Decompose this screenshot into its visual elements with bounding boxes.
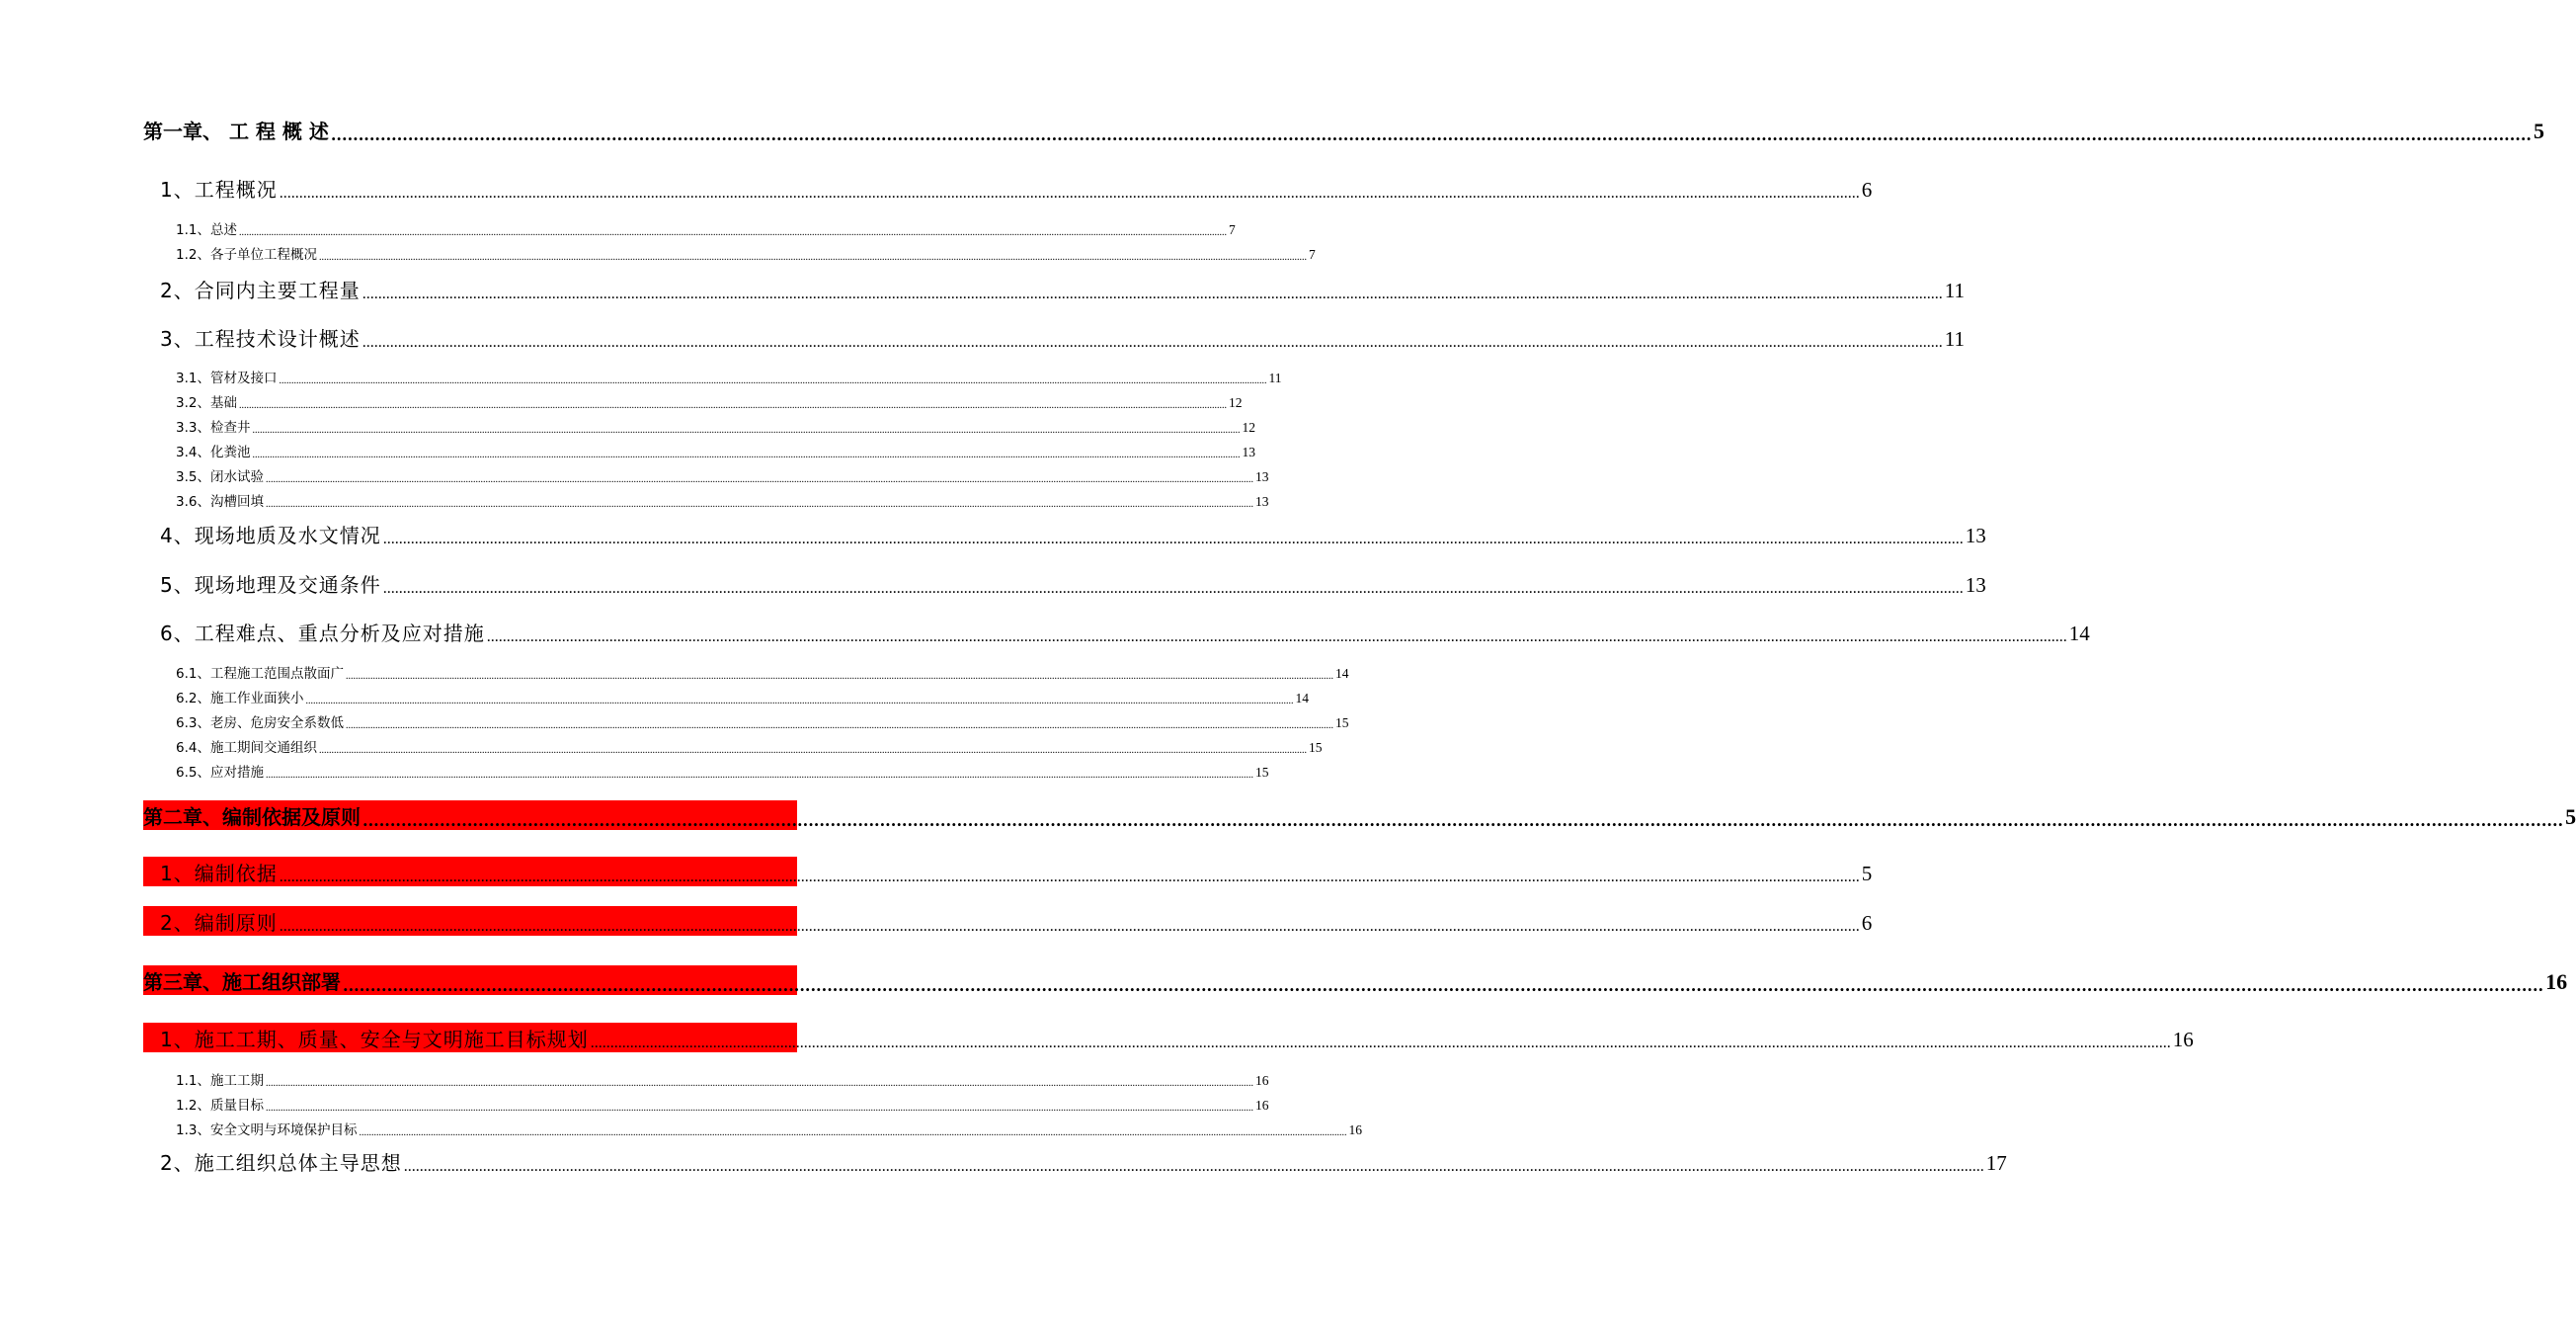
toc-entry-chapter[interactable] — [143, 800, 2576, 830]
toc-leader-dots: ................................................................................................................................................................................................................................................................................................................................................................................................................ — [252, 425, 1241, 436]
toc-entry-label: 1.1、总述 — [176, 222, 237, 238]
toc-leader-dots: ................................................................................................................................................................................................................................................................................................................................................................................................................ — [318, 745, 1307, 756]
toc-entry-label: 第三章、施工组织部署 — [143, 970, 341, 994]
toc-entry-sub[interactable] — [143, 465, 1269, 485]
toc-entry-label: 1.2、质量目标 — [176, 1098, 264, 1114]
toc-leader-dots: ................................................................................................................................................................................................................................................................................................................................................................................................................ — [279, 375, 1267, 386]
toc-entry-label: 2、施工组织总体主导思想 — [160, 1151, 402, 1175]
toc-leader-dots: ................................................................................................................................................................................................................................................................................................................................................................................................................ — [359, 1127, 1347, 1138]
toc-leader-dots: ................................................................................................................................................................................................................................................................................................................................................................................................................ — [265, 1103, 1253, 1114]
toc-leader-dots: ................................................................................................................................................................................................................................................................................................................................................................................................................ — [382, 531, 1964, 547]
toc-entry-label: 4、现场地质及水文情况 — [160, 524, 381, 547]
toc-leader-dots: ................................................................................................................................................................................................................................................................................................................................................................................................................ — [362, 286, 1943, 302]
toc-page-number: 11 — [1944, 279, 1965, 302]
toc-page-number: 5 — [2533, 119, 2544, 143]
toc-entry-label: 3.3、检查井 — [176, 420, 251, 436]
toc-entry-section[interactable] — [143, 173, 1873, 203]
toc-page-number: 6 — [1861, 911, 1873, 935]
toc-page-number: 14 — [1334, 666, 1349, 681]
toc-entry-label: 2、编制原则 — [160, 911, 278, 935]
toc-page-number: 7 — [1308, 247, 1316, 262]
toc-page-number: 5 — [1861, 862, 1873, 885]
toc-page-number: 6 — [1861, 178, 1873, 202]
toc-page-number: 16 — [1348, 1122, 1362, 1137]
toc-entry-section[interactable] — [143, 519, 1986, 548]
toc-entry-label: 1、编制依据 — [160, 862, 278, 885]
toc-entry-sub[interactable] — [143, 1069, 1269, 1089]
toc-page-number: 17 — [1985, 1151, 2007, 1175]
toc-page-number: 14 — [1295, 691, 1309, 706]
toc-entry-sub[interactable] — [143, 687, 1309, 706]
toc-page-number: 5 — [2565, 804, 2576, 829]
toc-entry-sub[interactable] — [143, 441, 1255, 460]
toc-entry-label: 6.1、工程施工范围点散面广 — [176, 666, 344, 682]
toc-entry-label: 5、现场地理及交通条件 — [160, 573, 381, 597]
toc-leader-dots: ................................................................................................................................................................................................................................................................................................................................................................................................................ — [382, 580, 1964, 597]
toc-page-number: 14 — [2068, 622, 2090, 645]
toc-page-number: 13 — [1965, 573, 1986, 597]
toc-entry-label: 6.2、施工作业面狭小 — [176, 691, 304, 706]
toc-entry-chapter[interactable] — [143, 115, 2544, 144]
toc-entry-label: 6.3、老房、危房安全系数低 — [176, 715, 344, 731]
toc-entry-label: 1.2、各子单位工程概况 — [176, 247, 317, 263]
toc-page-number: 16 — [2172, 1028, 2194, 1051]
toc-entry-section[interactable] — [143, 906, 1873, 936]
toc-page-number: 13 — [1965, 524, 1986, 547]
toc-entry-sub[interactable] — [143, 416, 1255, 436]
toc-entry-label: 2、合同内主要工程量 — [160, 279, 361, 302]
toc-page-number: 16 — [1254, 1098, 1269, 1113]
toc-entry-section[interactable] — [143, 1146, 2007, 1176]
toc-leader-dots: ................................................................................................................................................................................................................................................................................................................................................................................................................ — [279, 185, 1860, 202]
toc-entry-sub[interactable] — [143, 243, 1316, 263]
toc-leader-dots: ................................................................................................................................................................................................................................................................................................................................................................................................................ — [265, 770, 1253, 781]
toc-page-number: 13 — [1242, 445, 1255, 459]
toc-entry-sub[interactable] — [143, 1094, 1269, 1114]
toc-entry-label: 3、工程技术设计概述 — [160, 327, 361, 351]
toc-entry-section[interactable] — [143, 568, 1986, 598]
toc-page-number: 13 — [1254, 469, 1269, 484]
toc-entry-label: 6、工程难点、重点分析及应对措施 — [160, 622, 485, 645]
toc-entry-sub[interactable] — [143, 662, 1349, 682]
toc-entry-label: 1、施工工期、质量、安全与文明施工目标规划 — [160, 1028, 589, 1051]
toc-page-number: 16 — [2545, 969, 2568, 994]
toc-leader-dots: ................................................................................................................................................................................................................................................................................................................................................................................................................ — [345, 671, 1333, 682]
toc-page-number: 13 — [1254, 494, 1269, 509]
toc-leader-dots: ................................................................................................................................................................................................................................................................................................................................................................................................................ — [362, 811, 2564, 830]
toc-entry-label: 1、工程概况 — [160, 178, 278, 202]
toc-leader-dots: ................................................................................................................................................................................................................................................................................................................................................................................................................ — [265, 1078, 1253, 1089]
toc-leader-dots: ................................................................................................................................................................................................................................................................................................................................................................................................................ — [330, 125, 2532, 144]
toc-entry-label: 第一章、 工 程 概 述 — [143, 120, 329, 143]
toc-page-number: 15 — [1254, 765, 1269, 780]
toc-entry-sub[interactable] — [143, 736, 1323, 756]
toc-leader-dots: ................................................................................................................................................................................................................................................................................................................................................................................................................ — [590, 1035, 2171, 1051]
toc-page-number: 11 — [1944, 327, 1965, 351]
toc-leader-dots: ................................................................................................................................................................................................................................................................................................................................................................................................................ — [279, 869, 1860, 885]
toc-entry-label: 1.1、施工工期 — [176, 1073, 264, 1089]
toc-leader-dots: ................................................................................................................................................................................................................................................................................................................................................................................................................ — [403, 1158, 1984, 1175]
toc-entry-section[interactable] — [143, 274, 1965, 303]
toc-entry-label: 6.5、应对措施 — [176, 765, 264, 781]
toc-page-number: 16 — [1254, 1073, 1269, 1088]
toc-entry-label: 3.6、沟槽回填 — [176, 494, 264, 510]
toc-entry-section[interactable] — [143, 617, 2090, 646]
toc-leader-dots: ................................................................................................................................................................................................................................................................................................................................................................................................................ — [238, 227, 1227, 238]
toc-leader-dots: ................................................................................................................................................................................................................................................................................................................................................................................................................ — [305, 696, 1294, 706]
toc-page-number: 12 — [1242, 420, 1255, 435]
toc-page-number: 12 — [1228, 395, 1243, 410]
toc-page-number: 15 — [1334, 715, 1349, 730]
toc-page-number: 7 — [1228, 222, 1236, 237]
toc-entry-section[interactable] — [143, 1023, 2194, 1052]
toc-entry-section[interactable] — [143, 857, 1873, 886]
toc-entry-label: 3.4、化粪池 — [176, 445, 251, 460]
toc-leader-dots: ................................................................................................................................................................................................................................................................................................................................................................................................................ — [318, 252, 1307, 263]
toc-leader-dots: ................................................................................................................................................................................................................................................................................................................................................................................................................ — [238, 400, 1227, 411]
toc-page-number: 15 — [1308, 740, 1323, 755]
toc-leader-dots: ................................................................................................................................................................................................................................................................................................................................................................................................................ — [265, 474, 1253, 485]
toc-entry-label: 6.4、施工期间交通组织 — [176, 740, 317, 756]
toc-leader-dots: ................................................................................................................................................................................................................................................................................................................................................................................................................ — [486, 628, 2067, 645]
toc-entry-sub[interactable] — [143, 391, 1243, 411]
toc-leader-dots: ................................................................................................................................................................................................................................................................................................................................................................................................................ — [252, 450, 1241, 460]
toc-entry-label: 第二章、编制依据及原则 — [143, 805, 361, 829]
toc-leader-dots: ................................................................................................................................................................................................................................................................................................................................................................................................................ — [265, 499, 1253, 510]
toc-entry-sub[interactable] — [143, 761, 1269, 781]
toc-entry-sub[interactable] — [143, 218, 1236, 238]
toc-entry-label: 3.1、管材及接口 — [176, 371, 278, 386]
toc-leader-dots: ................................................................................................................................................................................................................................................................................................................................................................................................................ — [345, 720, 1333, 731]
toc-entry-label: 3.2、基础 — [176, 395, 237, 411]
toc-entry-chapter[interactable] — [143, 965, 2568, 995]
toc-entry-label: 3.5、闭水试验 — [176, 469, 264, 485]
toc-entry-sub[interactable] — [143, 367, 1282, 386]
toc-entry-section[interactable] — [143, 322, 1965, 352]
toc-leader-dots: ................................................................................................................................................................................................................................................................................................................................................................................................................ — [343, 976, 2544, 995]
toc-entry-label: 1.3、安全文明与环境保护目标 — [176, 1122, 358, 1138]
toc-leader-dots: ................................................................................................................................................................................................................................................................................................................................................................................................................ — [279, 918, 1860, 935]
toc-leader-dots: ................................................................................................................................................................................................................................................................................................................................................................................................................ — [362, 334, 1943, 351]
toc-entry-sub[interactable] — [143, 711, 1349, 731]
toc-entry-sub[interactable] — [143, 490, 1269, 510]
toc-entry-sub[interactable] — [143, 1119, 1362, 1138]
toc-page-number: 11 — [1268, 371, 1282, 385]
